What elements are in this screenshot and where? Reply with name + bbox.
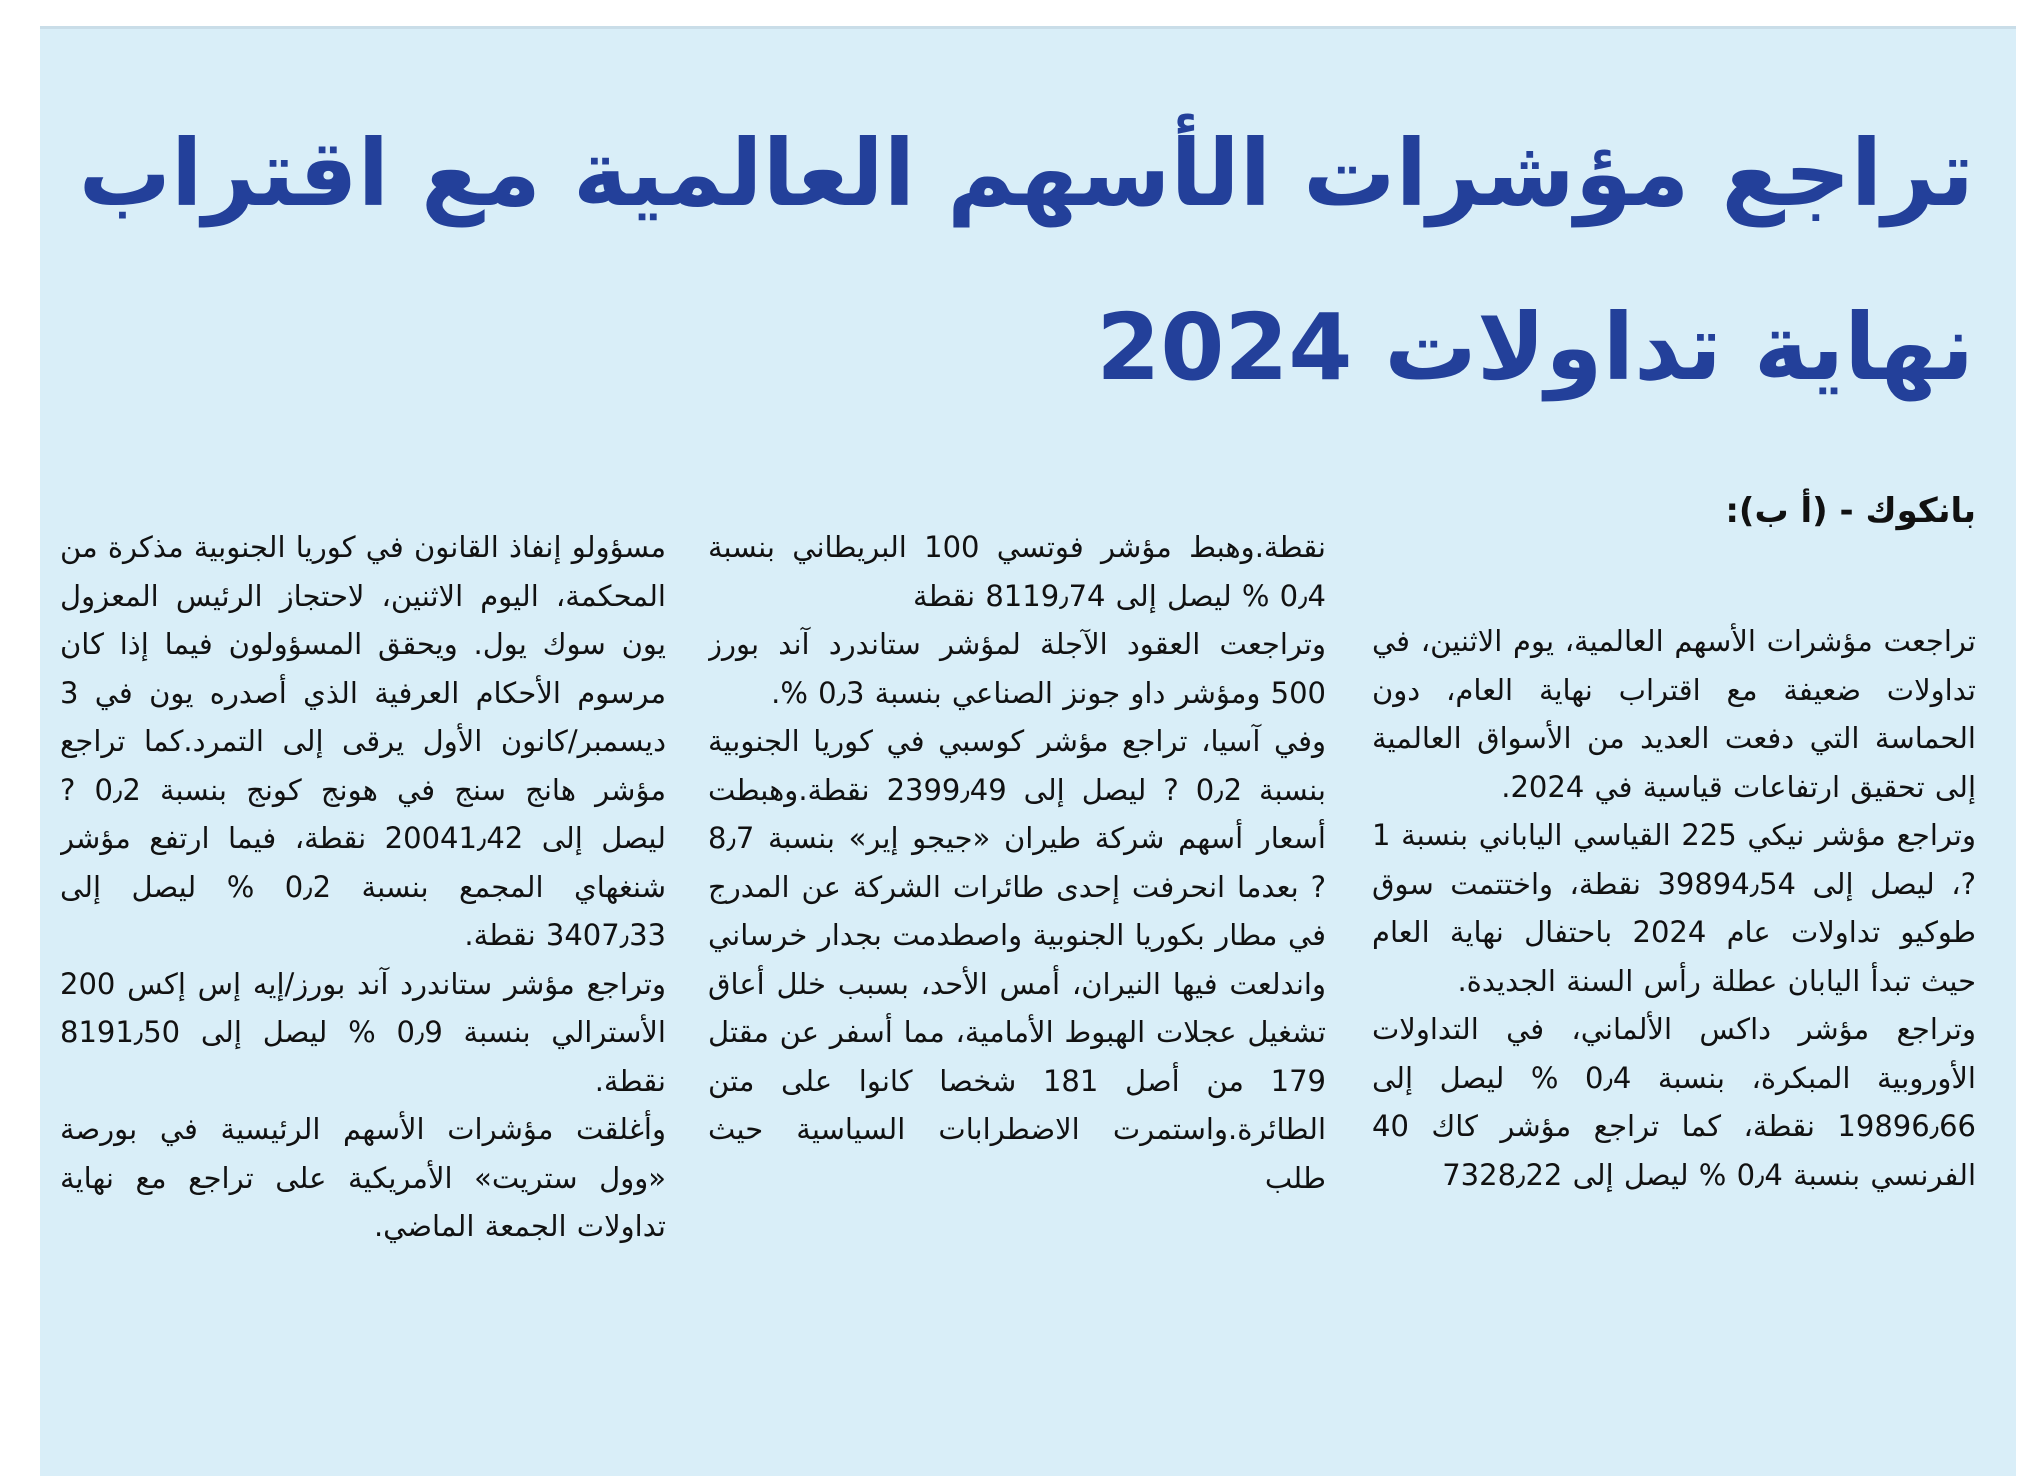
article-column-3: [60, 523, 666, 1468]
paragraph: وفي آسيا، تراجع مؤشر كوسبي في كوريا الجنوبية بنسبة 0٫2 ? ليصل إلى 2399٫49 نقطة.وهبطت أسعار أسهم شركة طيران «جيجو إير» بنسبة 8٫7 ? بعدما انحرفت إحدى طائرات الشركة عن المدرج في مطار بكوريا الجنوبية واصطدمت بجدار خرساني واندلعت فيها النيران، أمس الأحد، بسبب خلل أعاق تشغيل عجلات الهبوط الأمامية، مما أسفر عن مقتل 179 من أصل 181 شخصا كانوا على متن الطائرة.واستمرت الاضطرابات السياسية حيث طلب: [708, 724, 1326, 1195]
article-column-2: [708, 523, 1326, 1468]
paragraph: وتراجع مؤشر داكس الألماني، في التداولات الأوروبية المبكرة، بنسبة 0٫4 % ليصل إلى 19896٫66 نقطة، كما تراجع مؤشر كاك 40 الفرنسي بنسبة 0٫4 % ليصل إلى 7328٫22: [1372, 1012, 1976, 1192]
paragraph: مسؤولو إنفاذ القانون في كوريا الجنوبية مذكرة من المحكمة، اليوم الاثنين، لاحتجاز الرئيس المعزول يون سوك يول. ويحقق المسؤولون فيما إذا كان مرسوم الأحكام العرفية الذي أصدره يون في 3 ديسمبر/كانون الأول يرقى إلى التمرد.كما تراجع مؤشر هانج سنج في هونج كونج بنسبة 0٫2 ? ليصل إلى 20041٫42 نقطة، فيما ارتفع مؤشر شنغهاي المجمع بنسبة 0٫2 % ليصل إلى 3407٫33 نقطة.: [60, 530, 666, 952]
paragraph: تراجعت مؤشرات الأسهم العالمية، يوم الاثنين، في تداولات ضعيفة مع اقتراب نهاية العام، دون الحماسة التي دفعت العديد من الأسواق العالمية إلى تحقيق ارتفاعات قياسية في 2024.: [1372, 624, 1976, 804]
article-column-1: [1372, 617, 1976, 1467]
paragraph: وتراجع مؤشر ستاندرد آند بورز/إيه إس إكس 200 الأسترالي بنسبة 0٫9 % ليصل إلى 8191٫50 نقطة.: [60, 966, 666, 1098]
paragraph: وتراجع مؤشر نيكي 225 القياسي الياباني بنسبة 1 ?، ليصل إلى 39894٫54 نقطة، واختتمت سوق طوكيو تداولات عام 2024 باحتفال نهاية العام حيث تبدأ اليابان عطلة رأس السنة الجديدة.: [1372, 818, 1976, 998]
newspaper-page: [40, 26, 2016, 1476]
paragraph: وتراجعت العقود الآجلة لمؤشر ستاندرد آند بورز 500 ومؤشر داو جونز الصناعي بنسبة 0٫3 %.: [708, 627, 1326, 710]
article-headline: تراجع مؤشرات الأسهم العالمية مع اقتراب نهاية تداولات 2024: [78, 120, 1974, 401]
paragraph: نقطة.وهبط مؤشر فوتسي 100 البريطاني بنسبة 0٫4 % ليصل إلى 8119٫74 نقطة: [708, 530, 1326, 613]
article-byline: بانكوك - (أ ب):: [1725, 491, 1976, 531]
paragraph: وأغلقت مؤشرات الأسهم الرئيسية في بورصة «وول ستريت» الأمريكية على تراجع مع نهاية تداولات الجمعة الماضي.: [60, 1112, 666, 1243]
